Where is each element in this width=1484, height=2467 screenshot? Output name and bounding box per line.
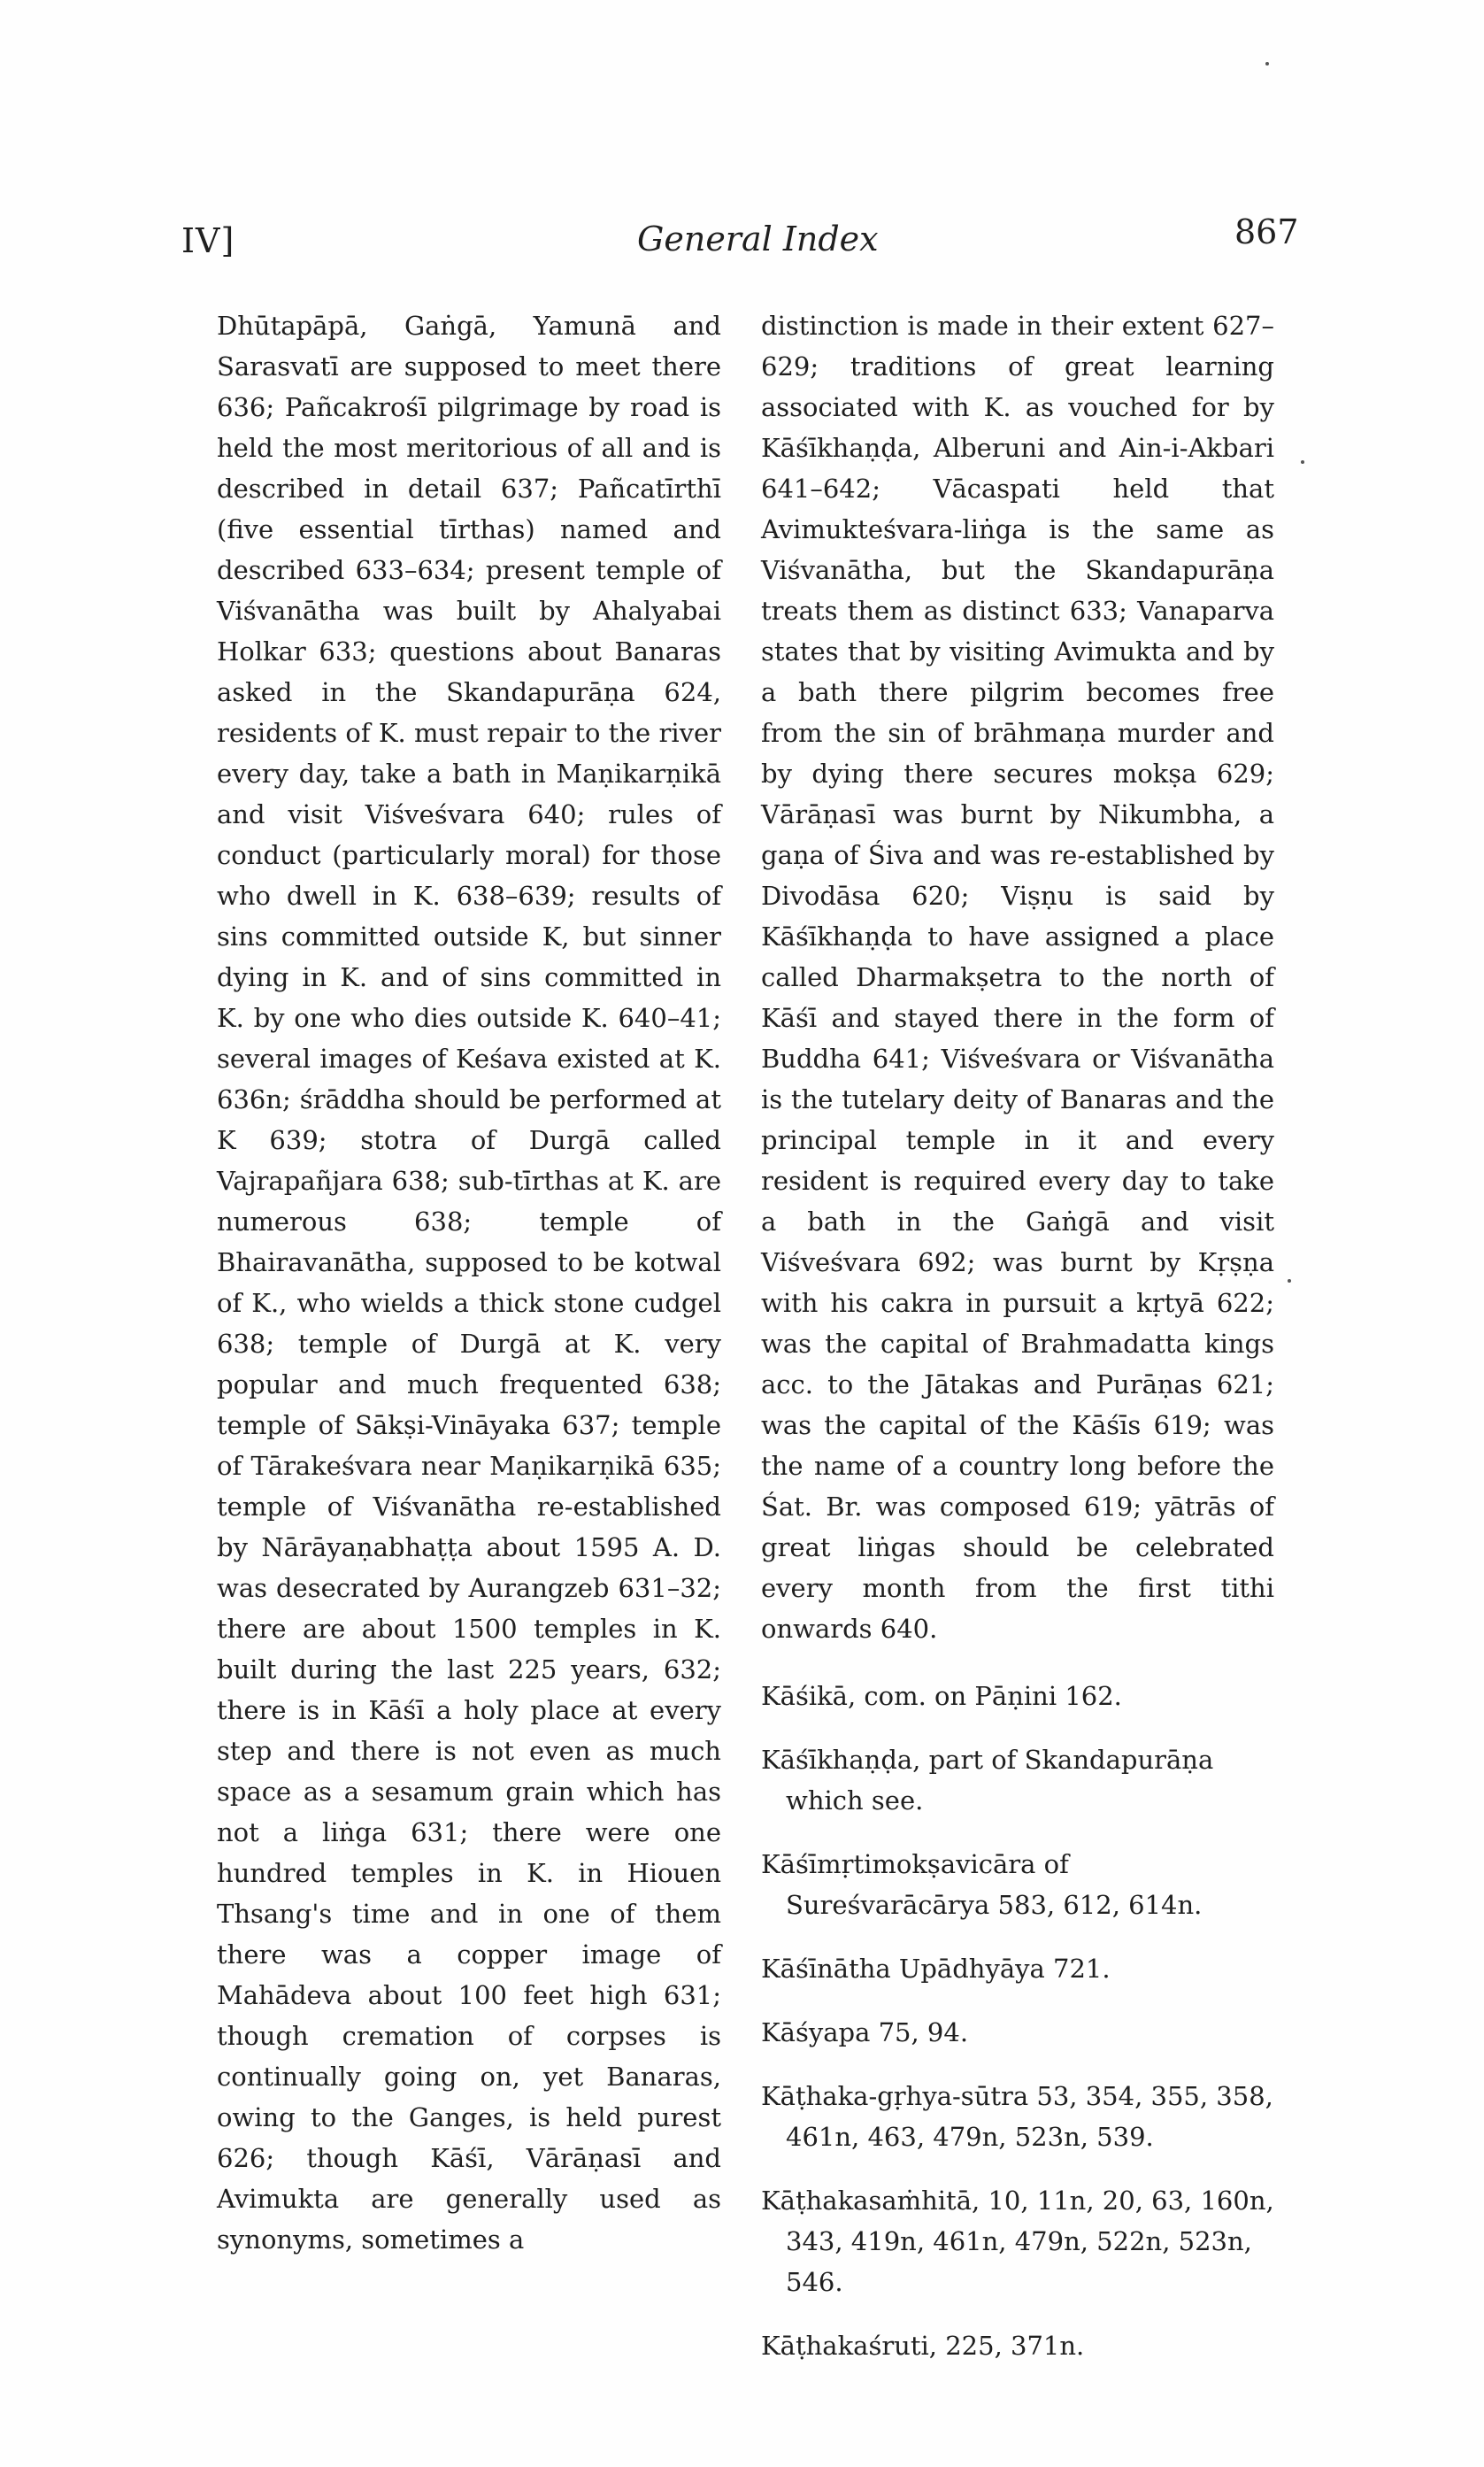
page-number: 867: [1234, 212, 1299, 251]
index-entry: Kāṭhaka-gṛhya-sūtra 53, 354, 355, 358, 461n, 463, 479n, 523n, 539.: [761, 2081, 1273, 2152]
left-column: [217, 305, 721, 2260]
running-title: General Index: [637, 220, 879, 258]
index-entry: Kāśyapa 75, 94.: [761, 2017, 969, 2047]
scan-speck: [1265, 62, 1269, 66]
scan-speck: [1288, 1279, 1291, 1283]
index-entry: Kāṭhakasaṁhitā, 10, 11n, 20, 63, 160n, 343, 419n, 461n, 479n, 522n, 523n, 546.: [761, 2186, 1274, 2297]
index-continuation-text: Dhūtapāpā, Gaṅgā, Yamunā and Sarasvatī are supposed to meet there 636; Pañcakrośī pilgrimage by road is held the most meritorious of all and is described in detail 637; Pañcatīrthī (five essential tīrthas) named and described 633–634; present temple of Viśvanātha was built by Ahalyabai Holkar 633; questions about Banaras asked in the Skandapurāṇa 624, residents of K. must repair to the river every day, take a bath in Maṇikarṇikā and visit Viśveśvara 640; rules of conduct (particularly moral) for those who dwell in K. 638–639; results of sins committed outside K, but sinner dying in K. and of sins committed in K. by one who dies outside K. 640–41; several images of Keśava existed at K. 636n; śrāddha should be performed at K 639; stotra of Durgā called Vajrapañjara 638; sub-tīrthas at K. are numerous 638; temple of Bhairavanātha, supposed to be kotwal of K., who wields a thick stone cudgel 638; temple of Durgā at K. very popular and much frequented 638; temple of Sākṣi-Vināyaka 637; temple of Tārakeśvara near Maṇikarṇikā 635; temple of Viśvanātha re-established by Nārāyaṇabhaṭṭa about 1595 A. D. was desecrated by Aurangzeb 631–32; there are about 1500 temples in K. built during the last 225 years, 632; there is in Kāśī a holy place at every step and there is not even as much space as a sesamum grain which has not a liṅga 631; there were one hundred temples in K. in Hiouen Thsang's time and in one of them there was a copper image of Mahādeva about 100 feet high 631; though cremation of corpses is continually going on, yet Banaras, owing to the Ganges, is held purest 626; though Kāśī, Vārāṇasī and Avimukta are generally used as synonyms, sometimes a: [217, 311, 721, 2255]
index-entries: [761, 1676, 1274, 2366]
index-continuation-text: distinction is made in their extent 627–629; traditions of great learning associated with K. as vouched for by Kāśīkhaṇḍa, Alberuni and Ain-i-Akbari 641–642; Vācaspati held that Avimukteśvara-liṅga is the same as Viśvanātha, but the Skandapurāṇa treats them as distinct 633; Vanaparva states that by visiting Avimukta and by a bath there pilgrim becomes free from the sin of brāhmaṇa murder and by dying there secures mokṣa 629; Vārāṇasī was burnt by Nikumbha, a gaṇa of Śiva and was re-established by Divodāsa 620; Viṣṇu is said by Kāśīkhaṇḍa to have assigned a place called Dharmakṣetra to the north of Kāśī and stayed there in the form of Buddha 641; Viśveśvara or Viśvanātha is the tutelary deity of Banaras and the principal temple in it and every resident is required every day to take a bath in the Gaṅgā and visit Viśveśvara 692; was burnt by Kṛṣṇa with his cakra in pursuit a kṛtyā 622; was the capital of Brahmadatta kings acc. to the Jātakas and Purāṇas 621; was the capital of the Kāśīs 619; was the name of a country long before the Śat. Br. was composed 619; yātrās of great liṅgas should be celebrated every month from the first tithi onwards 640.: [761, 311, 1274, 1644]
section-marker: IV]: [181, 221, 235, 260]
index-entry: Kāṭhakaśruti, 225, 371n.: [761, 2331, 1085, 2361]
scan-speck: [1301, 460, 1304, 464]
right-column: [761, 305, 1274, 2389]
index-entry: Kāśikā, com. on Pāṇini 162.: [761, 1681, 1122, 1711]
index-entry: Kāśīnātha Upādhyāya 721.: [761, 1954, 1111, 1984]
index-entry: Kāśīmṛtimokṣavicāra of Sureśvarācārya 583, 612, 614n.: [761, 1849, 1203, 1920]
index-entry: Kāśīkhaṇḍa, part of Skandapurāṇa which see.: [761, 1745, 1214, 1816]
